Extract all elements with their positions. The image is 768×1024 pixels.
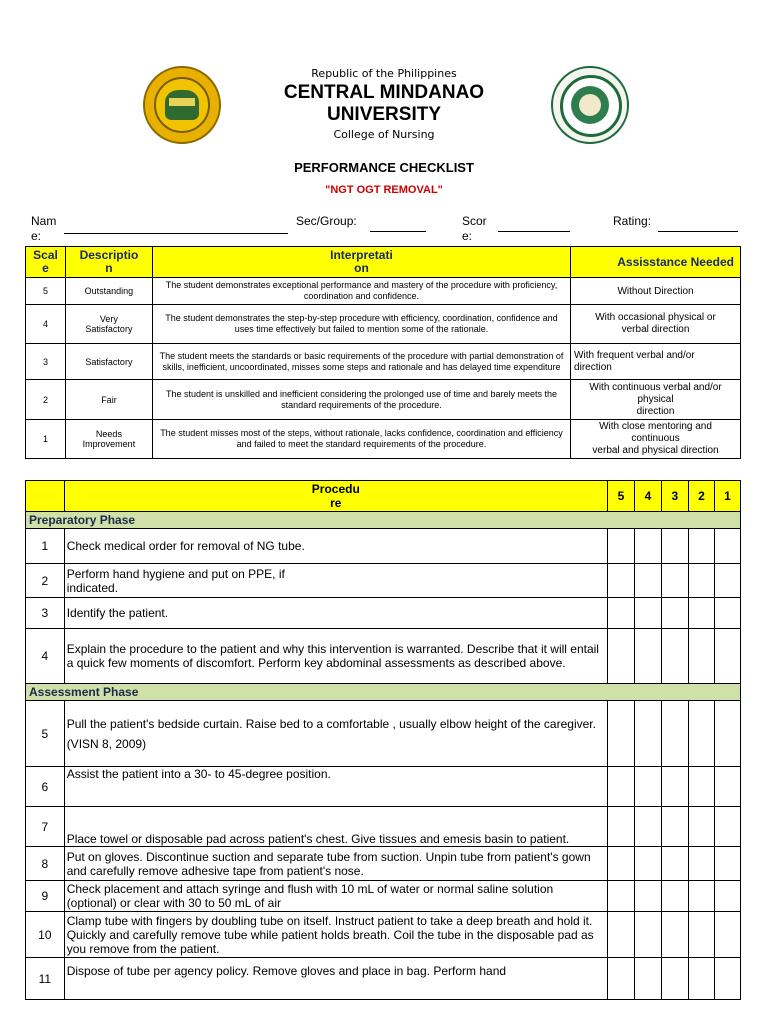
score-cell[interactable]	[661, 701, 688, 767]
score-cell[interactable]	[607, 912, 634, 958]
interpretation-header: Interpretati on	[152, 247, 570, 278]
scale-row	[26, 420, 741, 459]
score-cell[interactable]	[688, 881, 714, 912]
procedure-row	[26, 847, 741, 881]
score-cell[interactable]	[607, 629, 634, 684]
score-cell[interactable]	[714, 881, 740, 912]
procedure-row	[26, 529, 741, 564]
score-cell[interactable]	[714, 847, 740, 881]
procedure-row	[26, 807, 741, 847]
scale-description: Outstanding	[65, 278, 152, 305]
score-cell[interactable]	[634, 958, 661, 1000]
checklist-title: PERFORMANCE CHECKLIST	[294, 160, 474, 175]
score-cell[interactable]	[661, 767, 688, 807]
scale-assistance: Without Direction	[571, 278, 741, 305]
scale-row	[26, 278, 741, 305]
scale-assistance: With frequent verbal and/or direction	[571, 344, 741, 380]
score-cell[interactable]	[688, 807, 714, 847]
rating-scale-table	[25, 246, 741, 459]
score-col-3: 3	[661, 481, 688, 512]
college-name: College of Nursing	[333, 128, 435, 141]
rating-field[interactable]	[658, 231, 738, 232]
description-header: Descriptio n	[65, 247, 152, 278]
step-text: Pull the patient's bedside curtain. Raise bed to a comfortable , usually elbow height of the caregiver.	[66, 716, 596, 731]
step-number: 5	[26, 701, 65, 767]
score-col-2: 2	[688, 481, 714, 512]
score-cell[interactable]	[688, 847, 714, 881]
republic-text: Republic of the Philippines	[311, 67, 457, 80]
score-cell[interactable]	[607, 529, 634, 564]
score-cell[interactable]	[661, 881, 688, 912]
scale-header: Scal e	[26, 247, 66, 278]
college-seal-right	[551, 66, 629, 144]
scale-assistance: With occasional physical or verbal direction	[571, 305, 741, 344]
scale-value: 5	[26, 278, 66, 305]
scale-interpretation: The student misses most of the steps, without rationale, lacks confidence, coordination and efficiency and failed to meet the standard requirements of the procedure.	[152, 420, 570, 459]
score-cell[interactable]	[688, 598, 714, 629]
score-cell[interactable]	[714, 629, 740, 684]
score-col-4: 4	[634, 481, 661, 512]
score-cell[interactable]	[634, 598, 661, 629]
step-text: Put on gloves. Discontinue suction and separate tube from suction. Unpin tube from patient's gown and carefully remove adhesive tape from patient's nose.	[64, 847, 607, 881]
score-cell[interactable]	[661, 847, 688, 881]
score-cell[interactable]	[714, 958, 740, 1000]
step-number: 6	[26, 767, 65, 807]
score-cell[interactable]	[634, 767, 661, 807]
score-cell[interactable]	[607, 598, 634, 629]
procedure-row	[26, 598, 741, 629]
step-text: Assist the patient into a 30- to 45-degree position.	[64, 767, 607, 807]
step-number: 3	[26, 598, 65, 629]
score-cell[interactable]	[714, 807, 740, 847]
procedure-row	[26, 629, 741, 684]
scale-description: Very Satisfactory	[65, 305, 152, 344]
score-cell[interactable]	[688, 767, 714, 807]
score-col-5: 5	[607, 481, 634, 512]
university-name-line2: UNIVERSITY	[326, 104, 442, 125]
score-cell[interactable]	[714, 912, 740, 958]
sec-group-label: Sec/Group:	[296, 214, 357, 228]
scale-value: 3	[26, 344, 66, 380]
assistance-header: Assisstance Needed	[571, 247, 741, 278]
procedure-row	[26, 767, 741, 807]
rating-label: Rating:	[613, 214, 652, 228]
step-number: 2	[26, 564, 65, 598]
score-cell[interactable]	[607, 847, 634, 881]
step-number: 11	[26, 958, 65, 1000]
scale-interpretation: The student meets the standards or basic requirements of the procedure with partial demonstration of skills, inefficient, uncoordinated, misses some steps and rationale and has delayed time expenditure	[152, 344, 570, 380]
step-text: Check placement and attach syringe and flush with 10 mL of water or normal saline solution (optional) or clear with 30 to 50 mL of air	[64, 881, 607, 912]
score-cell[interactable]	[714, 529, 740, 564]
procedure-row	[26, 881, 741, 912]
step-number: 4	[26, 629, 65, 684]
name-label: Nam e:	[31, 214, 57, 243]
step-text: Place towel or disposable pad across patient's chest. Give tissues and emesis basin to patient.	[64, 807, 607, 847]
scale-value: 4	[26, 305, 66, 344]
score-cell[interactable]	[607, 958, 634, 1000]
score-cell[interactable]	[714, 701, 740, 767]
scale-interpretation: The student is unskilled and inefficient considering the prolonged use of time and barely meets the standard requirements of the procedure.	[152, 380, 570, 420]
score-cell[interactable]	[661, 529, 688, 564]
scale-description: Fair	[65, 380, 152, 420]
score-cell[interactable]	[607, 701, 634, 767]
scale-value: 2	[26, 380, 66, 420]
procedure-row	[26, 912, 741, 958]
university-name-line1: CENTRAL MINDANAO	[283, 82, 485, 103]
score-cell[interactable]	[634, 912, 661, 958]
scale-interpretation: The student demonstrates the step-by-step procedure with efficiency, coordination, confidence and uses time effectively but failed to mention some of the rationale.	[152, 305, 570, 344]
step-text-container	[64, 701, 607, 767]
step-number: 1	[26, 529, 65, 564]
score-cell[interactable]	[634, 701, 661, 767]
step-number: 7	[26, 807, 65, 847]
procedure-name: "NGT OGT REMOVAL"	[325, 184, 443, 196]
score-cell[interactable]	[714, 564, 740, 598]
score-cell[interactable]	[634, 564, 661, 598]
scale-row	[26, 305, 741, 344]
score-cell[interactable]	[634, 807, 661, 847]
score-cell[interactable]	[714, 598, 740, 629]
score-cell[interactable]	[607, 807, 634, 847]
scale-row	[26, 344, 741, 380]
scale-assistance: With close mentoring and continuous verbal and physical direction	[571, 420, 741, 459]
score-cell[interactable]	[661, 564, 688, 598]
score-cell[interactable]	[661, 912, 688, 958]
step-text: Perform hand hygiene and put on PPE, if indicated.	[64, 564, 607, 598]
name-field[interactable]	[64, 233, 288, 234]
score-cell[interactable]	[634, 847, 661, 881]
step-text: Explain the procedure to the patient and why this intervention is warranted. Describe that it will entail a quick few moments of discomfort. Perform key abdominal assessments as described above.	[64, 629, 607, 684]
score-cell[interactable]	[688, 912, 714, 958]
score-cell[interactable]	[634, 629, 661, 684]
scale-interpretation: The student demonstrates exceptional performance and mastery of the procedure with proficiency, coordination and confidence.	[152, 278, 570, 305]
score-cell[interactable]	[688, 958, 714, 1000]
procedure-row	[26, 958, 741, 1000]
scale-description: Needs Improvement	[65, 420, 152, 459]
step-text: Identify the patient.	[64, 598, 607, 629]
scale-row	[26, 380, 741, 420]
score-cell[interactable]	[661, 958, 688, 1000]
step-citation: (VISN 8, 2009)	[66, 736, 147, 751]
score-cell[interactable]	[661, 598, 688, 629]
step-number: 8	[26, 847, 65, 881]
score-label: Scor e:	[462, 214, 487, 243]
scale-value: 1	[26, 420, 66, 459]
score-cell[interactable]	[714, 767, 740, 807]
score-col-1: 1	[714, 481, 740, 512]
step-text: Check medical order for removal of NG tube.	[64, 529, 607, 564]
score-cell[interactable]	[634, 881, 661, 912]
step-text: Dispose of tube per agency policy. Remove gloves and place in bag. Perform hand	[64, 958, 607, 1000]
score-cell[interactable]	[634, 529, 661, 564]
scale-description: Satisfactory	[65, 344, 152, 380]
step-number: 9	[26, 881, 65, 912]
score-cell[interactable]	[688, 629, 714, 684]
step-number: 10	[26, 912, 65, 958]
procedure-row	[26, 564, 741, 598]
preparatory-phase-label: Preparatory Phase	[26, 512, 741, 529]
procedure-row	[26, 701, 741, 767]
score-cell[interactable]	[607, 767, 634, 807]
sec-group-field[interactable]	[370, 231, 426, 232]
score-cell[interactable]	[607, 881, 634, 912]
assessment-phase-label: Assessment Phase	[26, 684, 741, 701]
score-cell[interactable]	[661, 807, 688, 847]
score-cell[interactable]	[688, 701, 714, 767]
university-seal-left	[143, 66, 221, 144]
score-cell[interactable]	[688, 529, 714, 564]
score-cell[interactable]	[607, 564, 634, 598]
procedure-header: Procedu re	[64, 481, 607, 512]
score-cell[interactable]	[661, 629, 688, 684]
score-cell[interactable]	[688, 564, 714, 598]
procedure-table	[25, 480, 741, 1000]
step-text: Clamp tube with fingers by doubling tube on itself. Instruct patient to take a deep breath and hold it. Quickly and carefully remove tube while patient holds breath. Coil the tube in the disposable pad as you remove from the patient.	[64, 912, 607, 958]
score-field[interactable]	[498, 231, 570, 232]
scale-assistance: With continuous verbal and/or physical direction	[571, 380, 741, 420]
